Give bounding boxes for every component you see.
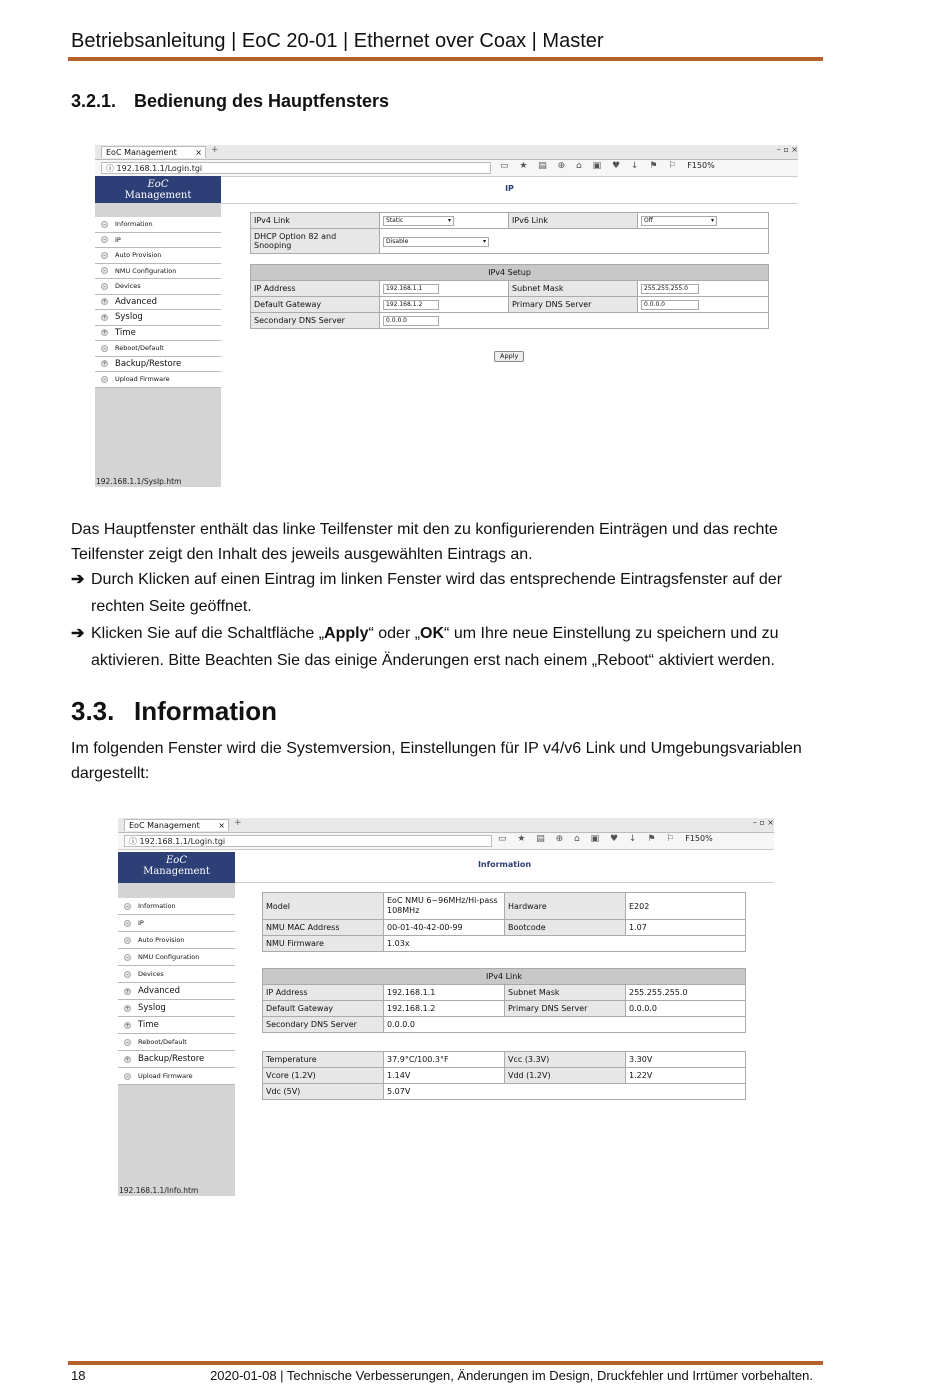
bullet-icon: – [126,1038,129,1046]
secondary-dns-value: 0.0.0.0 [384,1017,746,1033]
status-url: 192.168.1.1/Info.htm [119,1186,199,1195]
vcore-value: 1.14V [384,1068,505,1084]
ipv6-link-select[interactable] [641,216,717,226]
close-icon[interactable]: × [218,821,225,830]
expand-icon: + [125,987,131,995]
bullet-icon: – [103,251,106,259]
ipv4-setup-table [250,264,769,329]
sidebar-item-label: Reboot/Default [138,1038,187,1046]
secondary-dns-label: Secondary DNS Server [251,313,380,329]
brand-line2: Management [143,866,210,877]
sidebar-item-label: Time [115,327,136,338]
vcore-label: Vcore (1.2V) [263,1068,384,1084]
primary-dns-label: Primary DNS Server [509,297,638,313]
bullet-icon: – [126,902,129,910]
firmware-value: 1.03x [384,936,746,952]
dhcp-value: Disable [386,237,409,245]
sidebar-menu [118,898,235,1085]
sidebar-item-label: Information [138,902,176,910]
sidebar-item-label: Backup/Restore [115,358,182,369]
bullet-icon: – [103,344,106,352]
new-tab-icon[interactable]: + [211,145,219,155]
zoom-level[interactable]: F150% [687,161,715,170]
bullet-icon: – [103,236,106,244]
bootcode-value: 1.07 [626,920,746,936]
hardware-value: E202 [626,893,746,920]
browser-tabbar [95,145,798,160]
subnet-mask-label: Subnet Mask [509,281,638,297]
sidebar-item-information[interactable] [118,898,235,915]
bullet-icon: – [103,282,106,290]
mac-label: NMU MAC Address [263,920,384,936]
bullet-icon: – [126,936,129,944]
sidebar-item-label: Time [138,1020,159,1030]
ipv4-setup-header: IPv4 Setup [251,265,769,281]
ipv4-link-header: IPv4 Link [263,969,746,985]
sidebar-item-reboot-default[interactable] [95,341,221,357]
expand-icon: + [125,1021,131,1029]
ipv4-link-value: Static [386,217,404,224]
browser-tab[interactable] [101,146,206,158]
expand-icon: + [102,313,108,321]
sidebar-item-ip[interactable] [95,233,221,249]
bullet-icon: – [103,220,106,228]
bullet-apply-ok [71,620,831,674]
model-value: EoC NMU 6~96MHz/Hi-pass 108MHz [384,893,505,920]
environment-table [262,1051,746,1100]
bullet-icon: – [103,375,106,383]
browser-toolbar [95,160,798,177]
url-input[interactable]: ⓘ 192.168.1.1/Login.tgi [101,162,491,174]
brand-line2: Management [124,190,192,201]
ipv6-link-label: IPv6 Link [509,213,638,229]
vdd-value: 1.22V [626,1068,746,1084]
vdc-value: 5.07V [384,1084,746,1100]
sidebar-item-devices[interactable] [118,966,235,983]
arrow-icon: ➔ [71,571,85,588]
toolbar-icons[interactable] [500,161,715,171]
bullet-text-pre: Klicken Sie auf die Schaltfläche „ [91,625,325,642]
sidebar-item-label: Upload Firmware [138,1072,193,1080]
document-header: Betriebsanleitung | EoC 20-01 | Ethernet over Coax | Master [71,30,604,52]
section-heading-321 [71,91,389,112]
ip-address-value: 192.168.1.1 [384,985,505,1001]
secondary-dns-label: Secondary DNS Server [263,1017,384,1033]
browser-tab[interactable] [124,819,229,831]
gateway-input[interactable]: 192.168.1.2 [383,300,439,310]
header-rule [68,57,823,61]
title-divider [221,203,798,204]
model-label: Model [263,893,384,920]
sidebar [118,852,235,1196]
sidebar-item-label: Syslog [138,1003,166,1013]
title-divider [235,882,774,883]
sidebar-item-label: Advanced [115,296,157,307]
ip-address-input[interactable]: 192.168.1.1 [383,284,439,294]
dhcp-label: DHCP Option 82 and Snooping [251,229,380,254]
chevron-down-icon: ▾ [482,237,486,245]
bullet-icon: – [126,919,129,927]
sidebar-item-advanced[interactable] [95,295,221,311]
sidebar-spacer [118,883,235,898]
browser-toolbar [118,833,774,850]
url-text: 192.168.1.1/Login.tgi [139,837,226,846]
sidebar-item-nmu-configuration[interactable] [118,949,235,966]
ipv4-link-table [262,968,746,1033]
vcc-value: 3.30V [626,1052,746,1068]
ip-address-label: IP Address [251,281,380,297]
paragraph-main-window: Das Hauptfenster enthält das linke Teilfenster mit den zu konfigurierenden Einträgen und das rechte Teilfenster zeigt den Inhalt des jeweils ausgewählten Eintrags an. [71,521,778,563]
subnet-mask-input[interactable]: 255.255.255.0 [641,284,699,294]
new-tab-icon[interactable]: + [234,818,242,828]
section-title: Bedienung des Hauptfensters [134,91,390,111]
mac-value: 00-01-40-42-00-99 [384,920,505,936]
chevron-down-icon: ▾ [710,217,714,224]
page-title: IP [505,184,514,193]
sidebar-item-auto-provision[interactable] [118,932,235,949]
sidebar-item-label: Auto Provision [138,936,185,944]
vdc-label: Vdc (5V) [263,1084,384,1100]
tab-label: EoC Management [129,821,200,830]
expand-icon: + [102,329,108,337]
brand-line1: EoC [147,179,169,190]
bullet-icon: – [126,1072,129,1080]
ipv4-link-label: IPv4 Link [251,213,380,229]
window-controls[interactable]: – ▫ × [776,145,798,154]
sidebar-item-label: IP [138,919,144,927]
brand-logo [118,852,235,883]
sidebar-item-label: NMU Configuration [115,266,177,275]
subnet-mask-value: 255.255.255.0 [626,985,746,1001]
bullet-text-mid: “ oder „ [368,625,421,642]
firmware-label: NMU Firmware [263,936,384,952]
url-input[interactable]: ⓘ 192.168.1.1/Login.tgi [124,835,492,847]
apply-term: Apply [324,625,369,642]
expand-icon: + [125,1055,131,1063]
sidebar-item-label: Backup/Restore [138,1054,205,1064]
bullet-text: Durch Klicken auf einen Eintrag im linken Fenster wird das entsprechende Eintragsfenster auf der rechten Seite geöffnet. [91,571,783,615]
sidebar-item-label: Upload Firmware [115,375,170,383]
sidebar-item-advanced[interactable] [118,983,235,1000]
expand-icon: + [102,298,108,306]
sidebar-menu [95,217,221,388]
subnet-mask-label: Subnet Mask [505,985,626,1001]
ip-address-label: IP Address [263,985,384,1001]
ip-link-table [250,212,769,254]
zoom-level[interactable]: F150% [685,834,713,843]
ipv4-link-select[interactable] [383,216,454,226]
ipv6-link-value: Off [644,217,653,224]
sidebar [95,176,221,487]
bullet-icon: – [126,953,129,961]
window-controls[interactable]: – ▫ × [752,818,774,827]
url-text: 192.168.1.1/Login.tgi [116,164,203,173]
section-title: Information [134,696,277,726]
sidebar-item-label: NMU Configuration [138,953,200,961]
sidebar-item-label: Devices [115,282,141,290]
temperature-label: Temperature [263,1052,384,1068]
sidebar-item-devices[interactable] [95,279,221,295]
temperature-value: 37.9°C/100.3°F [384,1052,505,1068]
bullet-text-post: “ um Ihre neue Einstellung zu speichern und zu aktivieren. Bitte Beachten Sie das einige Änderungen erst nach einem „Reboot“ aktiviert werden. [91,625,779,669]
paragraph-information-intro: Im folgenden Fenster wird die Systemversion, Einstellungen für IP v4/v6 Link und Umgebungsvariablen dargestellt: [71,740,802,782]
sidebar-item-label: Advanced [138,986,180,996]
sidebar-item-syslog[interactable] [95,310,221,326]
primary-dns-label: Primary DNS Server [505,1001,626,1017]
secondary-dns-input[interactable]: 0.0.0.0 [383,316,439,326]
sidebar-item-upload-firmware[interactable] [95,372,221,388]
gateway-label: Default Gateway [263,1001,384,1017]
section-number: 3.2.1. [71,91,117,111]
arrow-icon: ➔ [71,625,85,642]
page-number: 18 [71,1368,86,1383]
toolbar-icon-set: ▭ ★ ▤ ⊕ ⌂ ▣ ♥ ↓ ⚑ ⚐ [498,834,679,844]
vdd-label: Vdd (1.2V) [505,1068,626,1084]
sidebar-item-time[interactable] [118,1017,235,1034]
bootcode-label: Bootcode [505,920,626,936]
vcc-label: Vcc (3.3V) [505,1052,626,1068]
bullet-icon: – [126,970,129,978]
tab-label: EoC Management [106,148,177,157]
sidebar-item-label: Auto Provision [115,251,162,259]
system-info-table [262,892,746,952]
section-number: 3.3. [71,696,115,726]
sidebar-item-syslog[interactable] [118,1000,235,1017]
sidebar-item-backup-restore[interactable] [118,1051,235,1068]
footer-disclaimer: 2020-01-08 | Technische Verbesserungen, Änderungen im Design, Druckfehler und Irrtümer vorbehalten. [210,1368,813,1383]
sidebar-item-time[interactable] [95,326,221,342]
brand-line1: EoC [166,855,187,866]
sidebar-spacer [95,203,221,217]
sidebar-item-information[interactable] [95,217,221,233]
sidebar-item-label: IP [115,235,121,244]
sidebar-item-upload-firmware[interactable] [118,1068,235,1085]
page-title: Information [477,860,532,869]
sidebar-item-backup-restore[interactable] [95,357,221,373]
expand-icon: + [102,360,108,368]
expand-icon: + [125,1004,131,1012]
close-icon[interactable]: × [195,148,202,157]
sidebar-item-reboot-default[interactable] [118,1034,235,1051]
gateway-value: 192.168.1.2 [384,1001,505,1017]
bullet-icon: – [103,267,106,275]
sidebar-item-auto-provision[interactable] [95,248,221,264]
sidebar-item-label: Reboot/Default [115,344,164,352]
footer-rule [68,1361,823,1365]
apply-button[interactable]: Apply [494,351,524,362]
sidebar-item-label: Information [115,220,153,228]
bullet-click-entry [71,566,831,620]
ok-term: OK [420,625,445,642]
section-heading-33 [71,696,277,727]
primary-dns-value: 0.0.0.0 [626,1001,746,1017]
sidebar-item-label: Devices [138,970,164,978]
status-url: 192.168.1.1/SysIp.htm [96,477,182,486]
dhcp-select[interactable] [383,237,489,247]
hardware-label: Hardware [505,893,626,920]
toolbar-icons[interactable] [498,834,713,844]
toolbar-icon-set: ▭ ★ ▤ ⊕ ⌂ ▣ ♥ ↓ ⚑ ⚐ [500,161,681,171]
chevron-down-icon: ▾ [447,217,451,224]
sidebar-item-label: Syslog [115,312,143,322]
sidebar-item-ip[interactable] [118,915,235,932]
gateway-label: Default Gateway [251,297,380,313]
sidebar-item-nmu-configuration[interactable] [95,264,221,280]
screenshot-ip-page [95,145,798,487]
brand-logo [95,176,221,203]
browser-tabbar [118,818,774,833]
screenshot-information-page [118,818,774,1196]
primary-dns-input[interactable]: 0.0.0.0 [641,300,699,310]
